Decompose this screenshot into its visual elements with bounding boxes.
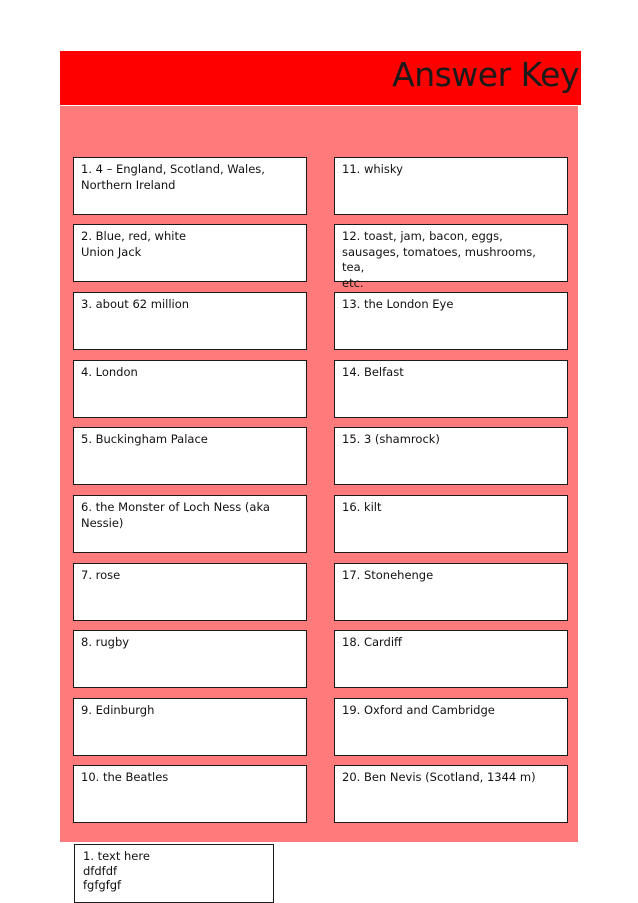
answer-box-17 — [334, 563, 568, 621]
answer-text: 11. whisky — [342, 162, 403, 176]
answer-text: 20. Ben Nevis (Scotland, 1344 m) — [342, 770, 536, 784]
header-bar — [60, 51, 581, 105]
answer-box-13 — [334, 292, 568, 350]
answer-box-2 — [73, 224, 307, 282]
note-text-box[interactable] — [74, 844, 274, 903]
answer-text: 15. 3 (shamrock) — [342, 432, 440, 446]
answer-text: etc. — [342, 275, 364, 290]
answer-text: 8. rugby — [81, 635, 130, 649]
answer-text: 14. Belfast — [342, 365, 404, 379]
answer-text: 9. Edinburgh — [81, 703, 155, 717]
answer-box-5 — [73, 427, 307, 485]
answer-text: 12. toast, jam, bacon, eggs, — [342, 229, 503, 243]
note-line: fgfgfgf — [83, 878, 122, 892]
answer-box-12 — [334, 224, 568, 290]
answer-text: 7. rose — [81, 568, 121, 582]
answer-box-14 — [334, 360, 568, 418]
answer-text: 13. the London Eye — [342, 297, 454, 311]
answer-box-1 — [73, 157, 307, 215]
answer-box-6 — [73, 495, 307, 553]
answer-text: Northern Ireland — [81, 177, 176, 192]
answer-text: 17. Stonehenge — [342, 568, 434, 582]
answer-text: 1. 4 – England, Scotland, Wales, — [81, 162, 265, 176]
answer-text: 16. kilt — [342, 500, 382, 514]
answer-box-7 — [73, 563, 307, 621]
answer-box-8 — [73, 630, 307, 688]
answer-text: 19. Oxford and Cambridge — [342, 703, 495, 717]
answer-box-20 — [334, 765, 568, 823]
answer-text: 10. the Beatles — [81, 770, 169, 784]
answer-box-3 — [73, 292, 307, 350]
answer-box-9 — [73, 698, 307, 756]
answer-box-16 — [334, 495, 568, 553]
answer-box-10 — [73, 765, 307, 823]
answer-text: 2. Blue, red, white — [81, 229, 187, 243]
note-line: dfdfdf — [83, 863, 118, 878]
answer-box-18 — [334, 630, 568, 688]
answer-text: 3. about 62 million — [81, 297, 190, 311]
answer-text: 4. London — [81, 365, 138, 379]
answer-box-19 — [334, 698, 568, 756]
note-line: 1. text here — [83, 849, 150, 863]
answer-text: 5. Buckingham Palace — [81, 432, 208, 446]
answer-text: sausages, tomatoes, mushrooms, tea, — [342, 244, 536, 274]
answer-text: 18. Cardiff — [342, 635, 402, 649]
answer-text: Union Jack — [81, 244, 142, 259]
answer-text: Nessie) — [81, 515, 124, 530]
answer-box-15 — [334, 427, 568, 485]
answer-text: 6. the Monster of Loch Ness (aka — [81, 500, 270, 514]
answer-box-11 — [334, 157, 568, 215]
page-title: Answer Key — [392, 55, 579, 94]
answer-box-4 — [73, 360, 307, 418]
